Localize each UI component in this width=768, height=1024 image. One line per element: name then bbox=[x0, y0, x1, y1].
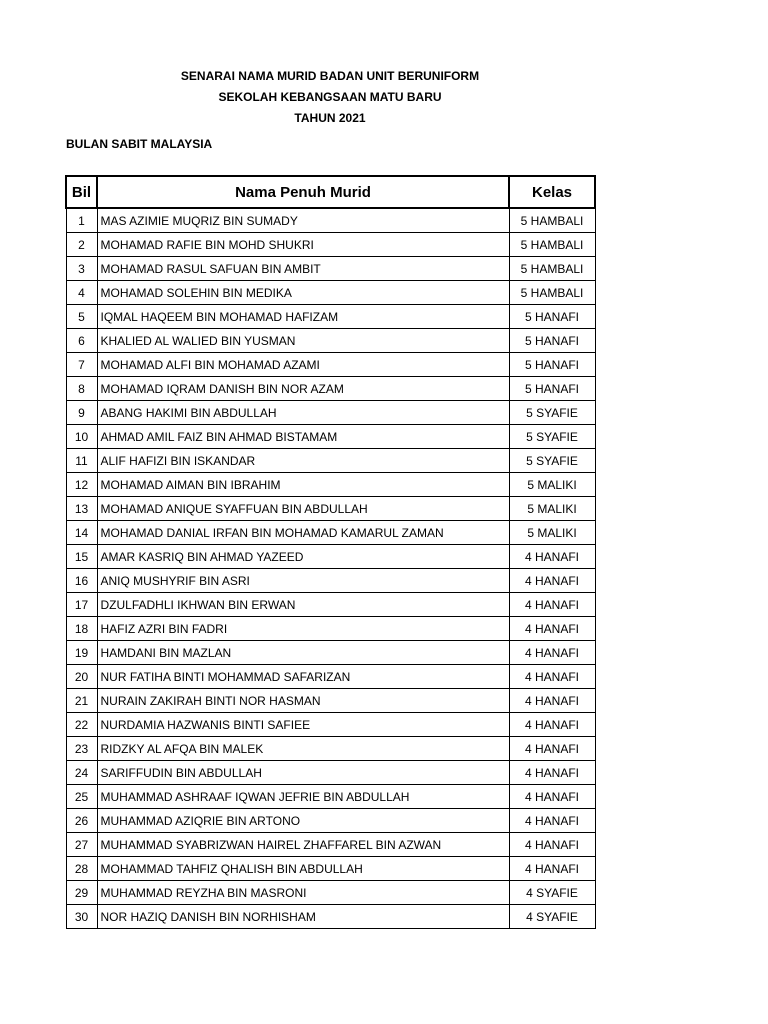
student-name: MOHAMAD SOLEHIN BIN MEDIKA bbox=[97, 281, 509, 305]
student-name: MUHAMMAD AZIQRIE BIN ARTONO bbox=[97, 809, 509, 833]
header-title: SENARAI NAMA MURID BADAN UNIT BERUNIFORM bbox=[180, 69, 480, 83]
row-number: 26 bbox=[66, 809, 97, 833]
row-number: 3 bbox=[66, 257, 97, 281]
student-name: KHALIED AL WALIED BIN YUSMAN bbox=[97, 329, 509, 353]
student-table bbox=[65, 175, 596, 929]
row-number: 13 bbox=[66, 497, 97, 521]
table-row bbox=[66, 809, 595, 833]
student-name: AMAR KASRIQ BIN AHMAD YAZEED bbox=[97, 545, 509, 569]
row-number: 12 bbox=[66, 473, 97, 497]
table-row bbox=[66, 281, 595, 305]
row-number: 20 bbox=[66, 665, 97, 689]
table-row bbox=[66, 857, 595, 881]
student-class: 5 MALIKI bbox=[509, 521, 595, 545]
student-class: 4 HANAFI bbox=[509, 641, 595, 665]
table-row bbox=[66, 208, 595, 233]
student-class: 5 MALIKI bbox=[509, 497, 595, 521]
student-name: MOHAMMAD TAHFIZ QHALISH BIN ABDULLAH bbox=[97, 857, 509, 881]
student-class: 4 HANAFI bbox=[509, 689, 595, 713]
student-name: MOHAMAD ALFI BIN MOHAMAD AZAMI bbox=[97, 353, 509, 377]
table-row bbox=[66, 617, 595, 641]
row-number: 7 bbox=[66, 353, 97, 377]
table-row bbox=[66, 449, 595, 473]
row-number: 24 bbox=[66, 761, 97, 785]
student-name: NOR HAZIQ DANISH BIN NORHISHAM bbox=[97, 905, 509, 929]
student-class: 5 MALIKI bbox=[509, 473, 595, 497]
row-number: 21 bbox=[66, 689, 97, 713]
student-class: 5 HAMBALI bbox=[509, 233, 595, 257]
table-row bbox=[66, 353, 595, 377]
row-number: 17 bbox=[66, 593, 97, 617]
student-class: 4 HANAFI bbox=[509, 737, 595, 761]
student-class: 5 HANAFI bbox=[509, 377, 595, 401]
row-number: 16 bbox=[66, 569, 97, 593]
student-class: 4 HANAFI bbox=[509, 761, 595, 785]
row-number: 28 bbox=[66, 857, 97, 881]
table-body bbox=[66, 208, 595, 929]
table-row bbox=[66, 473, 595, 497]
student-name: IQMAL HAQEEM BIN MOHAMAD HAFIZAM bbox=[97, 305, 509, 329]
row-number: 11 bbox=[66, 449, 97, 473]
row-number: 14 bbox=[66, 521, 97, 545]
student-class: 4 HANAFI bbox=[509, 665, 595, 689]
row-number: 2 bbox=[66, 233, 97, 257]
table-row bbox=[66, 737, 595, 761]
student-name: MUHAMMAD ASHRAAF IQWAN JEFRIE BIN ABDULLAH bbox=[97, 785, 509, 809]
student-class: 5 SYAFIE bbox=[509, 425, 595, 449]
student-class: 5 HANAFI bbox=[509, 305, 595, 329]
row-number: 5 bbox=[66, 305, 97, 329]
student-name: MUHAMMAD REYZHA BIN MASRONI bbox=[97, 881, 509, 905]
category-label: BULAN SABIT MALAYSIA bbox=[66, 137, 213, 151]
table-header-row bbox=[66, 176, 595, 208]
student-name: MOHAMAD RASUL SAFUAN BIN AMBIT bbox=[97, 257, 509, 281]
table-row bbox=[66, 641, 595, 665]
student-class: 5 SYAFIE bbox=[509, 401, 595, 425]
row-number: 30 bbox=[66, 905, 97, 929]
table-row bbox=[66, 689, 595, 713]
student-name: SARIFFUDIN BIN ABDULLAH bbox=[97, 761, 509, 785]
row-number: 23 bbox=[66, 737, 97, 761]
column-header-nama: Nama Penuh Murid bbox=[97, 176, 509, 208]
student-name: MOHAMAD DANIAL IRFAN BIN MOHAMAD KAMARUL ZAMAN bbox=[97, 521, 509, 545]
row-number: 25 bbox=[66, 785, 97, 809]
student-class: 5 HAMBALI bbox=[509, 281, 595, 305]
table-row bbox=[66, 545, 595, 569]
table-row bbox=[66, 257, 595, 281]
row-number: 27 bbox=[66, 833, 97, 857]
student-class: 5 SYAFIE bbox=[509, 449, 595, 473]
header-school: SEKOLAH KEBANGSAAN MATU BARU bbox=[218, 90, 442, 104]
row-number: 15 bbox=[66, 545, 97, 569]
table-row bbox=[66, 665, 595, 689]
row-number: 1 bbox=[66, 208, 97, 233]
student-name: ALIF HAFIZI BIN ISKANDAR bbox=[97, 449, 509, 473]
student-class: 5 HAMBALI bbox=[509, 208, 595, 233]
student-class: 4 HANAFI bbox=[509, 569, 595, 593]
student-name: MOHAMAD RAFIE BIN MOHD SHUKRI bbox=[97, 233, 509, 257]
student-name: AHMAD AMIL FAIZ BIN AHMAD BISTAMAM bbox=[97, 425, 509, 449]
column-header-bil: Bil bbox=[66, 176, 97, 208]
student-name: MOHAMAD ANIQUE SYAFFUAN BIN ABDULLAH bbox=[97, 497, 509, 521]
student-class: 4 HANAFI bbox=[509, 857, 595, 881]
student-name: MAS AZIMIE MUQRIZ BIN SUMADY bbox=[97, 208, 509, 233]
student-name: NURAIN ZAKIRAH BINTI NOR HASMAN bbox=[97, 689, 509, 713]
student-name: DZULFADHLI IKHWAN BIN ERWAN bbox=[97, 593, 509, 617]
row-number: 29 bbox=[66, 881, 97, 905]
student-class: 4 HANAFI bbox=[509, 593, 595, 617]
table-row bbox=[66, 785, 595, 809]
student-name: RIDZKY AL AFQA BIN MALEK bbox=[97, 737, 509, 761]
header-year: TAHUN 2021 bbox=[294, 111, 366, 125]
row-number: 6 bbox=[66, 329, 97, 353]
table-row bbox=[66, 233, 595, 257]
student-class: 4 HANAFI bbox=[509, 713, 595, 737]
row-number: 18 bbox=[66, 617, 97, 641]
row-number: 4 bbox=[66, 281, 97, 305]
document-header bbox=[130, 66, 530, 129]
table-row bbox=[66, 569, 595, 593]
table-row bbox=[66, 497, 595, 521]
table-row bbox=[66, 377, 595, 401]
table-row bbox=[66, 905, 595, 929]
student-name: NURDAMIA HAZWANIS BINTI SAFIEE bbox=[97, 713, 509, 737]
student-name: ABANG HAKIMI BIN ABDULLAH bbox=[97, 401, 509, 425]
table-row bbox=[66, 593, 595, 617]
column-header-kelas: Kelas bbox=[509, 176, 595, 208]
table-row bbox=[66, 305, 595, 329]
student-name: MOHAMAD IQRAM DANISH BIN NOR AZAM bbox=[97, 377, 509, 401]
table-row bbox=[66, 713, 595, 737]
student-name: MOHAMAD AIMAN BIN IBRAHIM bbox=[97, 473, 509, 497]
table-row bbox=[66, 425, 595, 449]
row-number: 8 bbox=[66, 377, 97, 401]
row-number: 10 bbox=[66, 425, 97, 449]
table-row bbox=[66, 881, 595, 905]
student-class: 4 SYAFIE bbox=[509, 905, 595, 929]
student-name: NUR FATIHA BINTI MOHAMMAD SAFARIZAN bbox=[97, 665, 509, 689]
student-name: MUHAMMAD SYABRIZWAN HAIREL ZHAFFAREL BIN AZWAN bbox=[97, 833, 509, 857]
table-row bbox=[66, 329, 595, 353]
student-class: 4 HANAFI bbox=[509, 545, 595, 569]
student-class: 5 HANAFI bbox=[509, 329, 595, 353]
student-name: HAFIZ AZRI BIN FADRI bbox=[97, 617, 509, 641]
table-row bbox=[66, 761, 595, 785]
student-name: HAMDANI BIN MAZLAN bbox=[97, 641, 509, 665]
student-class: 4 HANAFI bbox=[509, 785, 595, 809]
row-number: 22 bbox=[66, 713, 97, 737]
table-row bbox=[66, 833, 595, 857]
table-row bbox=[66, 401, 595, 425]
student-name: ANIQ MUSHYRIF BIN ASRI bbox=[97, 569, 509, 593]
row-number: 19 bbox=[66, 641, 97, 665]
student-class: 5 HANAFI bbox=[509, 353, 595, 377]
student-class: 4 SYAFIE bbox=[509, 881, 595, 905]
student-class: 4 HANAFI bbox=[509, 833, 595, 857]
student-class: 5 HAMBALI bbox=[509, 257, 595, 281]
row-number: 9 bbox=[66, 401, 97, 425]
student-class: 4 HANAFI bbox=[509, 617, 595, 641]
student-class: 4 HANAFI bbox=[509, 809, 595, 833]
table-row bbox=[66, 521, 595, 545]
